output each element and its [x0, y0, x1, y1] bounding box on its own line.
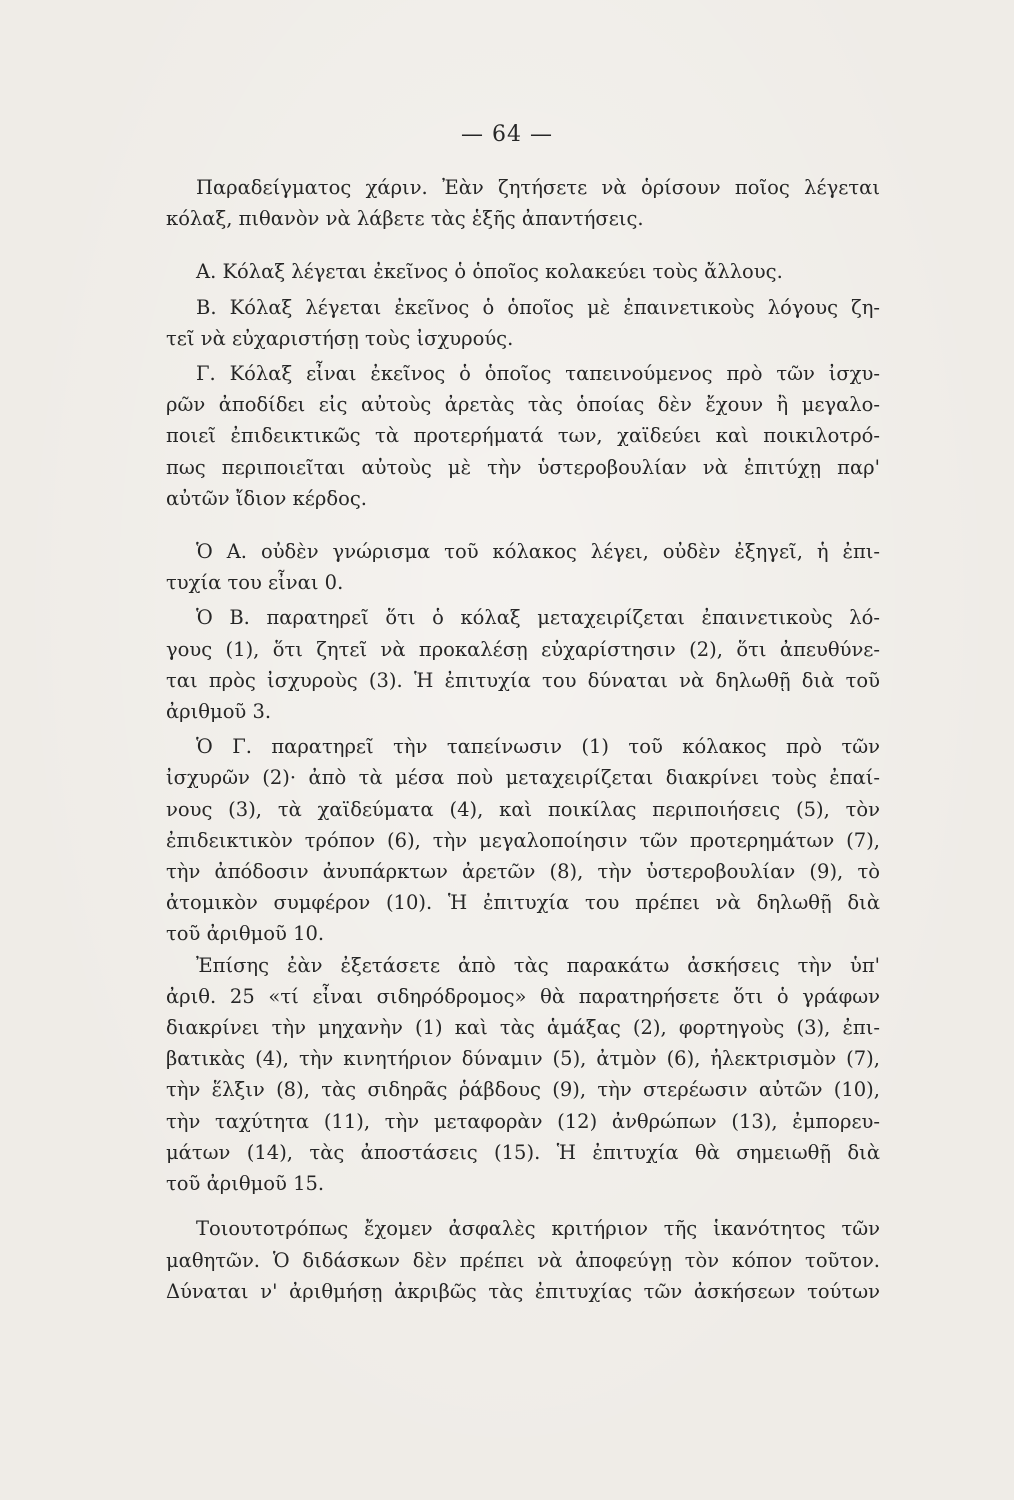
text-line: Δύναται ν' ἀριθμήσῃ ἀκριβῶς τὰς ἐπιτυχίας τῶν ἀσκήσεων τούτων: [166, 1279, 880, 1303]
paragraph-answer-a: [166, 256, 880, 287]
page-text: [166, 172, 880, 1307]
paragraph-railway: [166, 950, 880, 1200]
text-line: Ὁ Α. οὐδὲν γνώρισμα τοῦ κόλακος λέγει, οὐδὲν ἐξηγεῖ, ἡ ἐπι-: [196, 540, 880, 564]
text-line: ἀριθ. 25 «τί εἶναι σιδηρόδρομος» θὰ παρατηρήσετε ὅτι ὁ γράφων: [166, 984, 880, 1008]
paragraph-analysis-c: [166, 731, 880, 949]
text-line: Τοιουτοτρόπως ἔχομεν ἀσφαλὲς κριτήριον τῆς ἱκανότητος τῶν: [196, 1217, 880, 1241]
text-line: πως περιποιεῖται αὐτοὺς μὲ τὴν ὑστεροβουλίαν νὰ ἐπιτύχῃ παρ': [166, 455, 880, 479]
text-line: βατικὰς (4), τὴν κινητήριον δύναμιν (5), ἀτμὸν (6), ἠλεκτρισμὸν (7),: [166, 1047, 880, 1071]
text-line: Ὁ Β. παρατηρεῖ ὅτι ὁ κόλαξ μεταχειρίζεται ἐπαινετικοὺς λό-: [196, 606, 880, 630]
text-line: τοῦ ἀριθμοῦ 10.: [166, 922, 325, 946]
text-line: τὴν ταχύτητα (11), τὴν μεταφορὰν (12) ἀνθρώπων (13), ἐμπορευ-: [166, 1109, 880, 1133]
text-line: ρῶν ἀποδίδει εἰς αὐτοὺς ἀρετὰς τὰς ὁποίας δὲν ἔχουν ἢ μεγαλο-: [166, 393, 880, 417]
text-line: ἀτομικὸν συμφέρον (10). Ἡ ἐπιτυχία του πρέπει νὰ δηλωθῇ διὰ: [166, 891, 880, 915]
text-line: τὴν ἕλξιν (8), τὰς σιδηρᾶς ῥάβδους (9), τὴν στερέωσιν αὐτῶν (10),: [166, 1078, 880, 1102]
text-line: τυχία του εἶναι 0.: [166, 571, 344, 595]
page-number: — 64 —: [461, 122, 553, 147]
text-line: γους (1), ὅτι ζητεῖ νὰ προκαλέσῃ εὐχαρίστησιν (2), ὅτι ἀπευθύνε-: [166, 637, 880, 661]
text-line: Β. Κόλαξ λέγεται ἐκεῖνος ὁ ὁποῖος μὲ ἐπαινετικοὺς λόγους ζη-: [196, 295, 880, 319]
text-line: τὴν ἀπόδοσιν ἀνυπάρκτων ἀρετῶν (8), τὴν ὑστεροβουλίαν (9), τὸ: [166, 860, 880, 884]
text-line: Ἐπίσης ἐὰν ἐξετάσετε ἀπὸ τὰς παρακάτω ἀσκήσεις τὴν ὑπ': [196, 953, 880, 977]
text-line: ποιεῖ ἐπιδεικτικῶς τὰ προτερήματά των, χαϊδεύει καὶ ποικιλοτρό-: [166, 424, 880, 448]
text-line: ται πρὸς ἰσχυροὺς (3). Ἡ ἐπιτυχία του δύναται νὰ δηλωθῇ διὰ τοῦ: [166, 668, 880, 692]
paragraph-answer-b: [166, 292, 880, 354]
text-line: τεῖ νὰ εὐχαριστήσῃ τοὺς ἰσχυρούς.: [166, 326, 514, 350]
text-line: νους (3), τὰ χαϊδεύματα (4), καὶ ποικίλας περιποιήσεις (5), τὸν: [166, 797, 880, 821]
paragraph-intro: [166, 172, 880, 234]
text-line: Α. Κόλαξ λέγεται ἐκεῖνος ὁ ὁποῖος κολακεύει τοὺς ἄλλους.: [196, 260, 783, 284]
text-line: Ὁ Γ. παρατηρεῖ τὴν ταπείνωσιν (1) τοῦ κόλακος πρὸ τῶν: [196, 735, 880, 759]
text-line: αὐτῶν ἴδιον κέρδος.: [166, 486, 367, 510]
paragraph-analysis-a: [166, 536, 880, 598]
text-line: ἰσχυρῶν (2)· ἀπὸ τὰ μέσα ποὺ μεταχειρίζεται διακρίνει τοὺς ἐπαί-: [166, 766, 880, 790]
text-line: Γ. Κόλαξ εἶναι ἐκεῖνος ὁ ὁποῖος ταπεινούμενος πρὸ τῶν ἰσχυ-: [196, 362, 880, 386]
text-line: μάτων (14), τὰς ἀποστάσεις (15). Ἡ ἐπιτυχία θὰ σημειωθῇ διὰ: [166, 1140, 880, 1164]
text-line: τοῦ ἀριθμοῦ 15.: [166, 1172, 325, 1196]
text-line: Παραδείγματος χάριν. Ἐὰν ζητήσετε νὰ ὁρίσουν ποῖος λέγεται: [196, 176, 880, 199]
text-line: ἀριθμοῦ 3.: [166, 700, 272, 724]
paragraph-answer-c: [166, 358, 880, 514]
text-line: ἐπιδεικτικὸν τρόπον (6), τὴν μεγαλοποίησιν τῶν προτερημάτων (7),: [166, 828, 880, 852]
paragraph-conclusion: [166, 1213, 880, 1307]
paragraph-analysis-b: [166, 602, 880, 727]
text-line: μαθητῶν. Ὁ διδάσκων δὲν πρέπει νὰ ἀποφεύγῃ τὸν κόπον τοῦτον.: [166, 1248, 880, 1272]
text-line: διακρίνει τὴν μηχανὴν (1) καὶ τὰς ἁμάξας (2), φορτηγοὺς (3), ἐπι-: [166, 1016, 880, 1040]
text-line: κόλαξ, πιθανὸν νὰ λάβετε τὰς ἑξῆς ἀπαντήσεις.: [166, 207, 644, 231]
